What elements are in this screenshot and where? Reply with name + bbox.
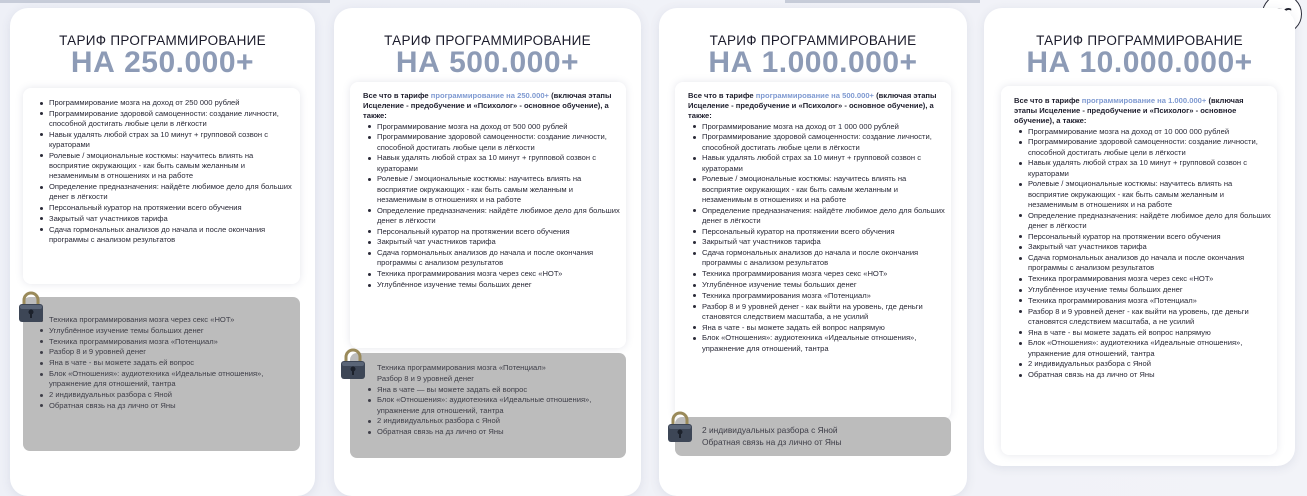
locked-feature-list	[35, 315, 292, 411]
locked-feature-item: Яна в чате — вы можете задать ей вопрос	[363, 385, 620, 395]
locked-feature-item: 2 индивидуальных разбора с Яной	[363, 416, 620, 426]
locked-features-panel	[675, 417, 951, 456]
feature-item: Сдача гормональных анализов до начала и после окончания программы с анализом результатов	[35, 225, 292, 245]
tariff-card-250k	[10, 8, 315, 496]
locked-feature-item: Разбор 8 и 9 уровней денег	[35, 347, 292, 357]
feature-item: Персональный куратор на протяжении всего обучения	[363, 227, 620, 237]
locked-feature-item: Техника программирования мозга «Потенциал»	[377, 363, 546, 372]
included-features-panel	[1001, 86, 1277, 455]
intro-link-previous-tariff[interactable]: программирование на 1.000.000+	[1081, 96, 1207, 105]
padlock-icon	[338, 347, 368, 381]
feature-item: Программирование мозга на доход от 1 000 000 рублей	[688, 122, 945, 132]
feature-item: Сдача гормональных анализов до начала и после окончания программы с анализом результатов	[688, 248, 945, 268]
tariff-price: НА 250.000+	[70, 46, 255, 79]
feature-item: Персональный куратор на протяжении всего обучения	[688, 227, 945, 237]
locked-feature-item: 2 индивидуальных разбора с Яной	[702, 425, 838, 435]
locked-feature-item: Техника программирования мозга через секс «НОТ»	[35, 315, 292, 325]
feature-item: Блок «Отношения»: аудиотехника «Идеальные отношения», упражнение для отношений, тантра	[688, 333, 945, 353]
intro-text: Все что в тарифе	[363, 91, 431, 100]
feature-item: Навык удалять любой страх за 10 минут + групповой созвон с кураторами	[1014, 158, 1271, 178]
feature-item: Обратная связь на дз лично от Яны	[1014, 370, 1271, 380]
top-accent-line	[785, 0, 980, 3]
top-accent-line	[0, 0, 330, 3]
feature-item: Программирование мозга на доход от 250 000 рублей	[35, 98, 292, 108]
tariff-price: НА 10.000.000+	[1026, 46, 1253, 79]
feature-item: Яна в чате - вы можете задать ей вопрос напрямую	[688, 323, 945, 333]
intro-text: Все что в тарифе	[688, 91, 756, 100]
feature-item: Определение предназначения: найдёте любимое дело для больших денег в лёгкости	[35, 182, 292, 202]
locked-feature-item: Обратная связь на дз лично от Яны	[702, 437, 842, 448]
feature-item: Программирование мозга на доход от 10 000 000 рублей	[1014, 127, 1271, 137]
feature-item: Программирование мозга на доход от 500 000 рублей	[363, 122, 620, 132]
feature-item: Разбор 8 и 9 уровней денег - как выйти на уровень, где деньги становятся следствием масштаба, а не усилий	[688, 302, 945, 322]
tariff-title: ТАРИФ ПРОГРАММИРОВАНИЕ	[59, 33, 266, 48]
included-features-panel	[675, 82, 951, 419]
intro-link-previous-tariff[interactable]: программирование на 500.000+	[755, 91, 874, 100]
feature-item: Определение предназначения: найдёте любимое дело для больших денег в лёгкости	[1014, 211, 1271, 231]
feature-item: Определение предназначения: найдёте любимое дело для больших денег в лёгкости	[363, 206, 620, 226]
tariff-price: НА 500.000+	[395, 46, 580, 79]
feature-item: Разбор 8 и 9 уровней денег - как выйти на уровень, где деньги становятся следствием масштаба, а не усилий	[1014, 307, 1271, 327]
feature-item: Навык удалять любой страх за 10 минут + групповой созвон с кураторами	[35, 130, 292, 150]
tariff-intro	[1014, 96, 1271, 127]
feature-item: Закрытый чат участников тарифа	[688, 237, 945, 247]
feature-item: Программирование здоровой самоценности: создание личности, способной достигать любые цели в лёгкости	[688, 132, 945, 152]
tariff-title: ТАРИФ ПРОГРАММИРОВАНИЕ	[1036, 33, 1243, 48]
tariff-card-500k	[334, 8, 641, 496]
locked-feature-item: Блок «Отношения»: аудиотехника «Идеальные отношения», упражнение для отношений, тантра	[363, 395, 620, 415]
intro-text: (включая этапы Исцеление - предобучение и «Психолог» - основное обучение), а также:	[688, 91, 937, 121]
feature-item: Закрытый чат участников тарифа	[363, 237, 620, 247]
feature-item: Сдача гормональных анализов до начала и после окончания программы с анализом результатов	[1014, 253, 1271, 273]
included-features-panel	[350, 82, 626, 348]
intro-link-previous-tariff[interactable]: программирование на 250.000+	[430, 91, 549, 100]
intro-text: (включая этапы Исцеление - предобучение и «Психолог» - основное обучение), а также:	[363, 91, 612, 121]
locked-feature-item: Яна в чате - вы можете задать ей вопрос	[35, 358, 292, 368]
feature-item: Углублённое изучение темы больших денег	[363, 280, 620, 290]
locked-feature-list	[363, 363, 620, 384]
feature-list	[363, 122, 620, 291]
locked-feature-item: Техника программирования мозга «Потенциал»	[35, 337, 292, 347]
feature-item: Углублённое изучение темы больших денег	[1014, 285, 1271, 295]
tariff-title: ТАРИФ ПРОГРАММИРОВАНИЕ	[709, 33, 917, 48]
feature-item: Навык удалять любой страх за 10 минут + групповой созвон с кураторами	[688, 153, 945, 173]
tariff-intro	[688, 91, 945, 122]
feature-item: Углублённое изучение темы больших денег	[688, 280, 945, 290]
feature-item: Программирование здоровой самоценности: создание личности, способной достигать любые цели в лёгкости	[1014, 137, 1271, 157]
feature-item: Персональный куратор на протяжении всего обучения	[35, 203, 292, 213]
locked-feature-item: Блок «Отношения»: аудиотехника «Идеальные отношения», упражнение для отношений, тантра	[35, 369, 292, 389]
locked-feature-list	[363, 385, 620, 438]
feature-item: Ролевые / эмоциональные костюмы: научитесь влиять на восприятие окружающих - как быть самым желанным и незаменимым в отношениях и на работе	[688, 174, 945, 205]
feature-item: Яна в чате - вы можете задать ей вопрос напрямую	[1014, 328, 1271, 338]
feature-item: Навык удалять любой страх за 10 минут + групповой созвон с кураторами	[363, 153, 620, 173]
locked-feature-item: Углублённое изучение темы больших денег	[35, 326, 292, 336]
feature-item: Закрытый чат участников тарифа	[35, 214, 292, 224]
feature-item: Определение предназначения: найдёте любимое дело для больших денег в лёгкости	[688, 206, 945, 226]
feature-list	[688, 122, 945, 354]
padlock-icon	[665, 410, 695, 444]
intro-text: Все что в тарифе	[1014, 96, 1082, 105]
feature-item: Блок «Отношения»: аудиотехника «Идеальные отношения», упражнение для отношений, тантра	[1014, 338, 1271, 358]
padlock-icon	[16, 290, 46, 324]
feature-item: Ролевые / эмоциональные костюмы: научитесь влиять на восприятие окружающих - как быть самым желанным и незаменимым в отношениях и на работе	[363, 174, 620, 205]
tariff-card-10m	[984, 8, 1295, 466]
feature-item: Закрытый чат участников тарифа	[1014, 242, 1271, 252]
feature-item: Техника программирования мозга «Потенциал»	[688, 291, 945, 301]
feature-item: Ролевые / эмоциональные костюмы: научитесь влиять на восприятие окружающих - как быть самым желанным и незаменимым в отношениях и на работе	[35, 151, 292, 182]
included-features-panel	[23, 88, 300, 284]
locked-feature-list	[688, 425, 945, 449]
feature-item: Техника программирования мозга через секс «НОТ»	[363, 269, 620, 279]
tariff-title: ТАРИФ ПРОГРАММИРОВАНИЕ	[384, 33, 591, 48]
feature-item: Техника программирования мозга через секс «НОТ»	[688, 269, 945, 279]
tariff-intro	[363, 91, 620, 122]
locked-feature-item: Обратная связь на дз лично от Яны	[363, 427, 620, 437]
feature-list	[1014, 127, 1271, 381]
feature-item: Программирование здоровой самоценности: создание личности, способной достигать любые цели в лёгкости	[363, 132, 620, 152]
tariff-price: НА 1.000.000+	[708, 46, 918, 79]
feature-item: Персональный куратор на протяжении всего обучения	[1014, 232, 1271, 242]
locked-feature-item: 2 индивидуальных разбора с Яной	[35, 390, 292, 400]
feature-item: 2 индивидуальных разбора с Яной	[1014, 359, 1271, 369]
feature-item: Техника программирования мозга «Потенциал»	[1014, 296, 1271, 306]
feature-item: Ролевые / эмоциональные костюмы: научитесь влиять на восприятие окружающих - как быть самым желанным и незаменимым в отношениях и на работе	[1014, 179, 1271, 210]
locked-feature-item: Обратная связь на дз лично от Яны	[35, 401, 292, 411]
locked-features-panel	[23, 297, 300, 451]
feature-item: Программирование здоровой самоценности: создание личности, способной достигать любые цели в лёгкости	[35, 109, 292, 129]
feature-item: Техника программирования мозга через секс «НОТ»	[1014, 274, 1271, 284]
feature-item: Сдача гормональных анализов до начала и после окончания программы с анализом результатов	[363, 248, 620, 268]
locked-features-panel	[350, 353, 626, 458]
locked-feature-item: Разбор 8 и 9 уровней денег	[377, 373, 475, 383]
tariff-card-1m	[659, 8, 967, 496]
intro-text: (включая этапы Исцеление - предобучение и «Психолог» - основное обучение), а также:	[1014, 96, 1244, 126]
feature-list	[35, 98, 292, 245]
